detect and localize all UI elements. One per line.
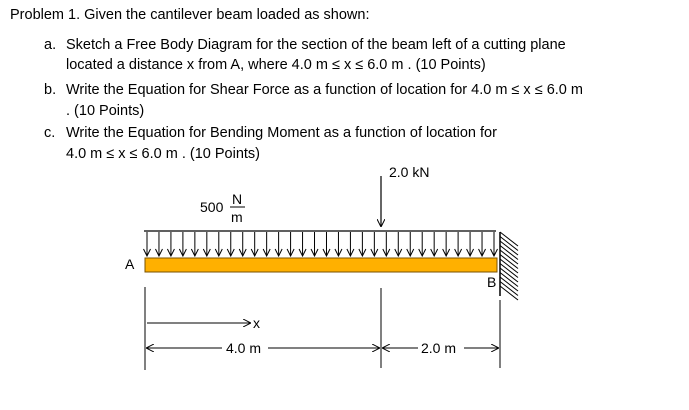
label-a: A (125, 256, 135, 272)
item-b-line2: . (10 Points) (66, 103, 145, 119)
point-load-label: 2.0 kN (389, 164, 430, 180)
dist-load-arrows (144, 232, 498, 256)
item-c-line2: 4.0 m ≤ x ≤ 6.0 m . (10 Points) (66, 146, 261, 162)
dim2-label: 2.0 m (421, 340, 457, 356)
x-label: x (253, 315, 260, 331)
dist-load-num: N (232, 191, 243, 207)
beam (145, 258, 497, 272)
item-c-label: c. (44, 125, 56, 141)
item-b-line1: Write the Equation for Shear Force as a function of location for 4.0 m ≤ x ≤ 6.0 m (66, 82, 583, 98)
item-a-line2: located a distance x from A, where 4.0 m ≤ x ≤ 6.0 m . (10 Points) (66, 57, 486, 73)
dist-load-value: 500 (200, 199, 224, 215)
item-c-line1: Write the Equation for Bending Moment as a function of location for (66, 125, 497, 141)
label-b: B (487, 274, 497, 290)
item-a-label: a. (44, 37, 57, 53)
dist-load-den: m (231, 209, 243, 225)
item-a-line1: Sketch a Free Body Diagram for the section of the beam left of a cutting plane (66, 37, 566, 53)
wall-hatch (500, 232, 518, 300)
dim1-label: 4.0 m (226, 340, 262, 356)
problem-header: Problem 1. Given the cantilever beam loaded as shown: (10, 7, 370, 23)
item-b-label: b. (44, 82, 57, 98)
